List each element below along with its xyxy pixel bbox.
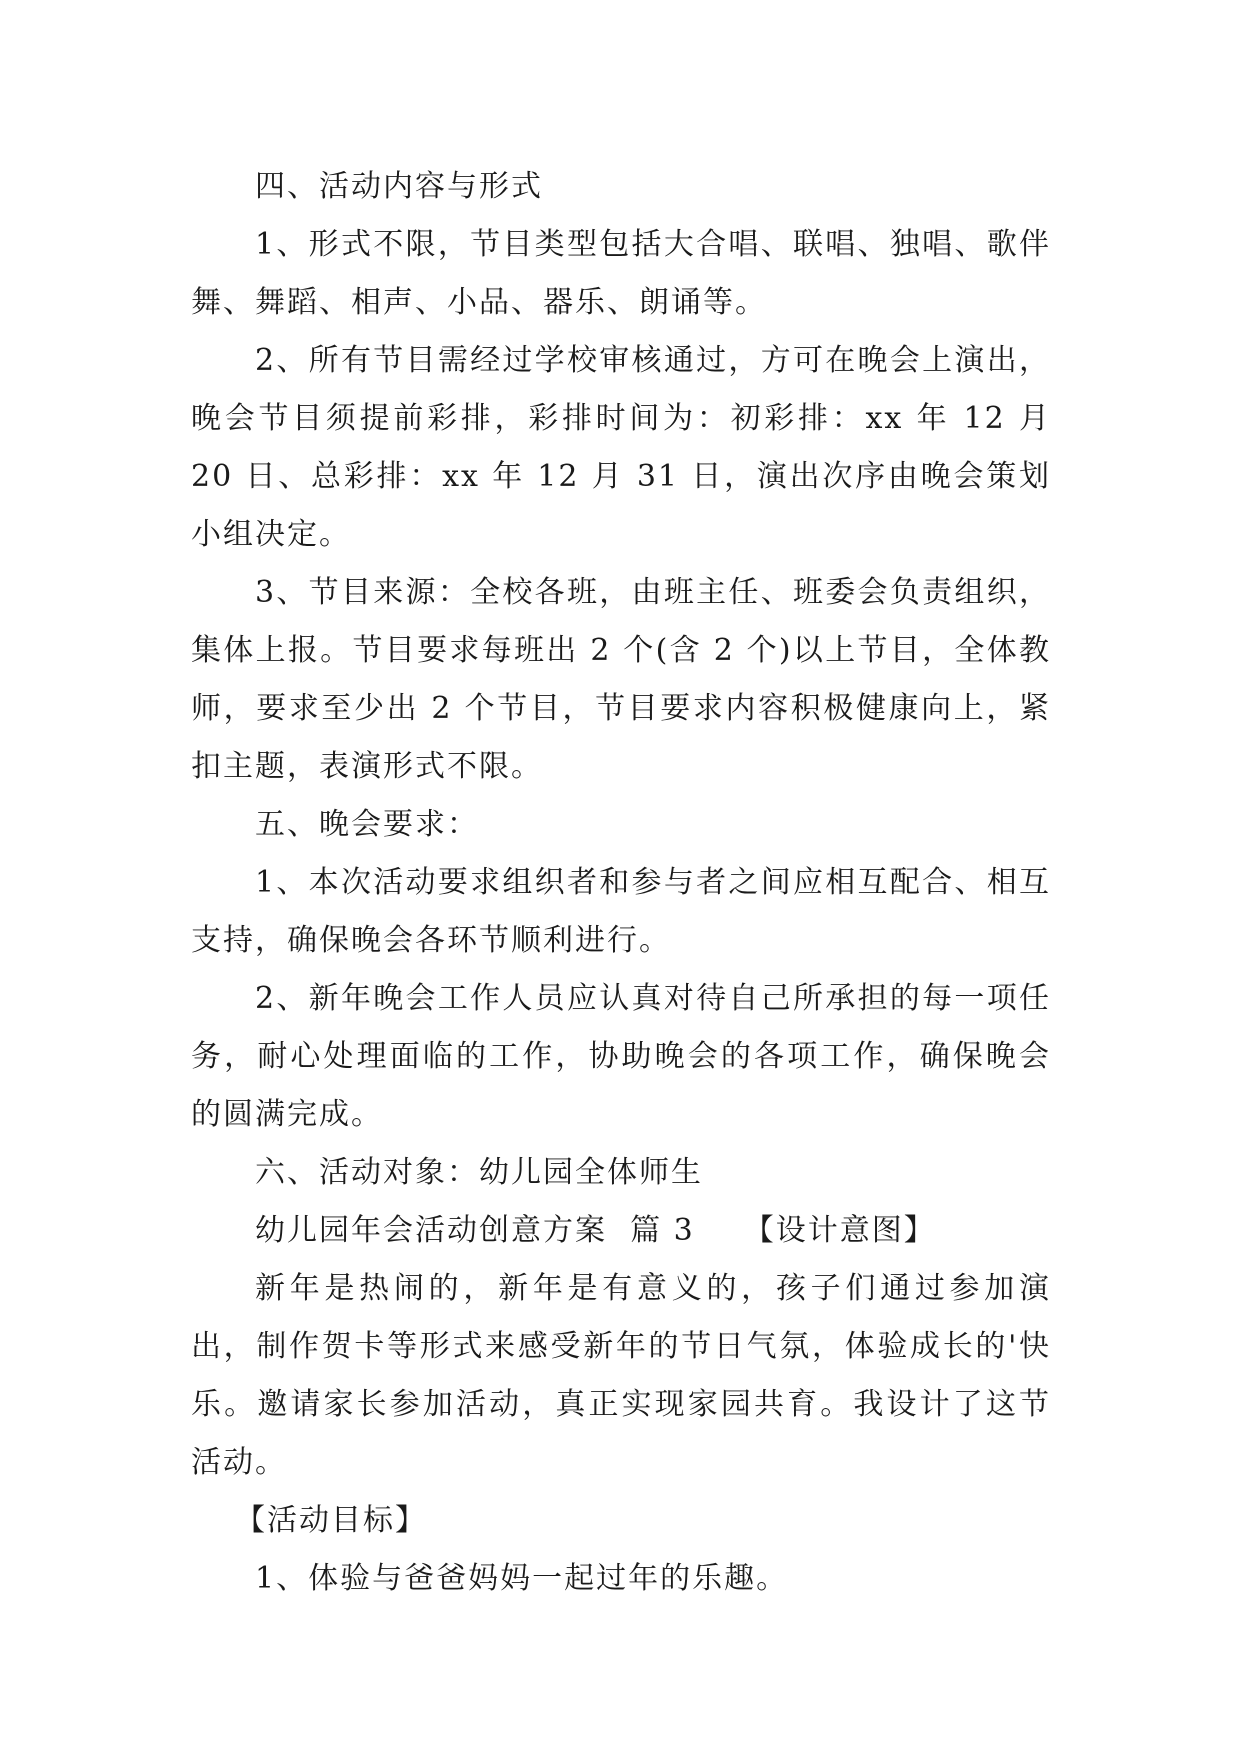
section-heading-activity-content: 四、活动内容与形式 [255,169,543,204]
plan-title-design-intent: 幼儿园年会活动创意方案 篇 3 【设计意图】 [255,1213,936,1248]
section-heading-goals: 【活动目标】 [235,1503,427,1538]
paragraph-cooperation: 1、本次活动要求组织者和参与者之间应相互配合、相互支持，确保晚会各环节顺利进行。 [191,865,1051,958]
paragraph-rehearsal: 2、所有节目需经过学校审核通过，方可在晚会上演出，晚会节目须提前彩排，彩排时间为：初彩排：xx 年 12 月 20 日、总彩排：xx 年 12 月 31 日，演出次序由晚会策划小组决定。 [191,343,1051,552]
paragraph-staff-duties: 2、新年晚会工作人员应认真对待自己所承担的每一项任务，耐心处理面临的工作，协助晚会的各项工作，确保晚会的圆满完成。 [191,981,1051,1132]
paragraph-goal-1: 1、体验与爸爸妈妈一起过年的乐趣。 [255,1561,789,1596]
section-heading-requirements: 五、晚会要求： [255,807,479,842]
paragraph-design-intent: 新年是热闹的，新年是有意义的，孩子们通过参加演出，制作贺卡等形式来感受新年的节日气氛，体验成长的'快乐。邀请家长参加活动，真正实现家园共育。我设计了这节活动。 [191,1271,1051,1480]
document-body [191,158,1051,1608]
paragraph-program-source: 3、节目来源：全校各班，由班主任、班委会负责组织，集体上报。节目要求每班出 2 个(含 2 个)以上节目，全体教师，要求至少出 2 个节目，节目要求内容积极健康向上，紧扣主题，表演形式不限。 [191,575,1051,784]
section-heading-participants: 六、活动对象：幼儿园全体师生 [255,1155,703,1190]
paragraph-program-types: 1、形式不限，节目类型包括大合唱、联唱、独唱、歌伴舞、舞蹈、相声、小品、器乐、朗诵等。 [191,227,1051,320]
